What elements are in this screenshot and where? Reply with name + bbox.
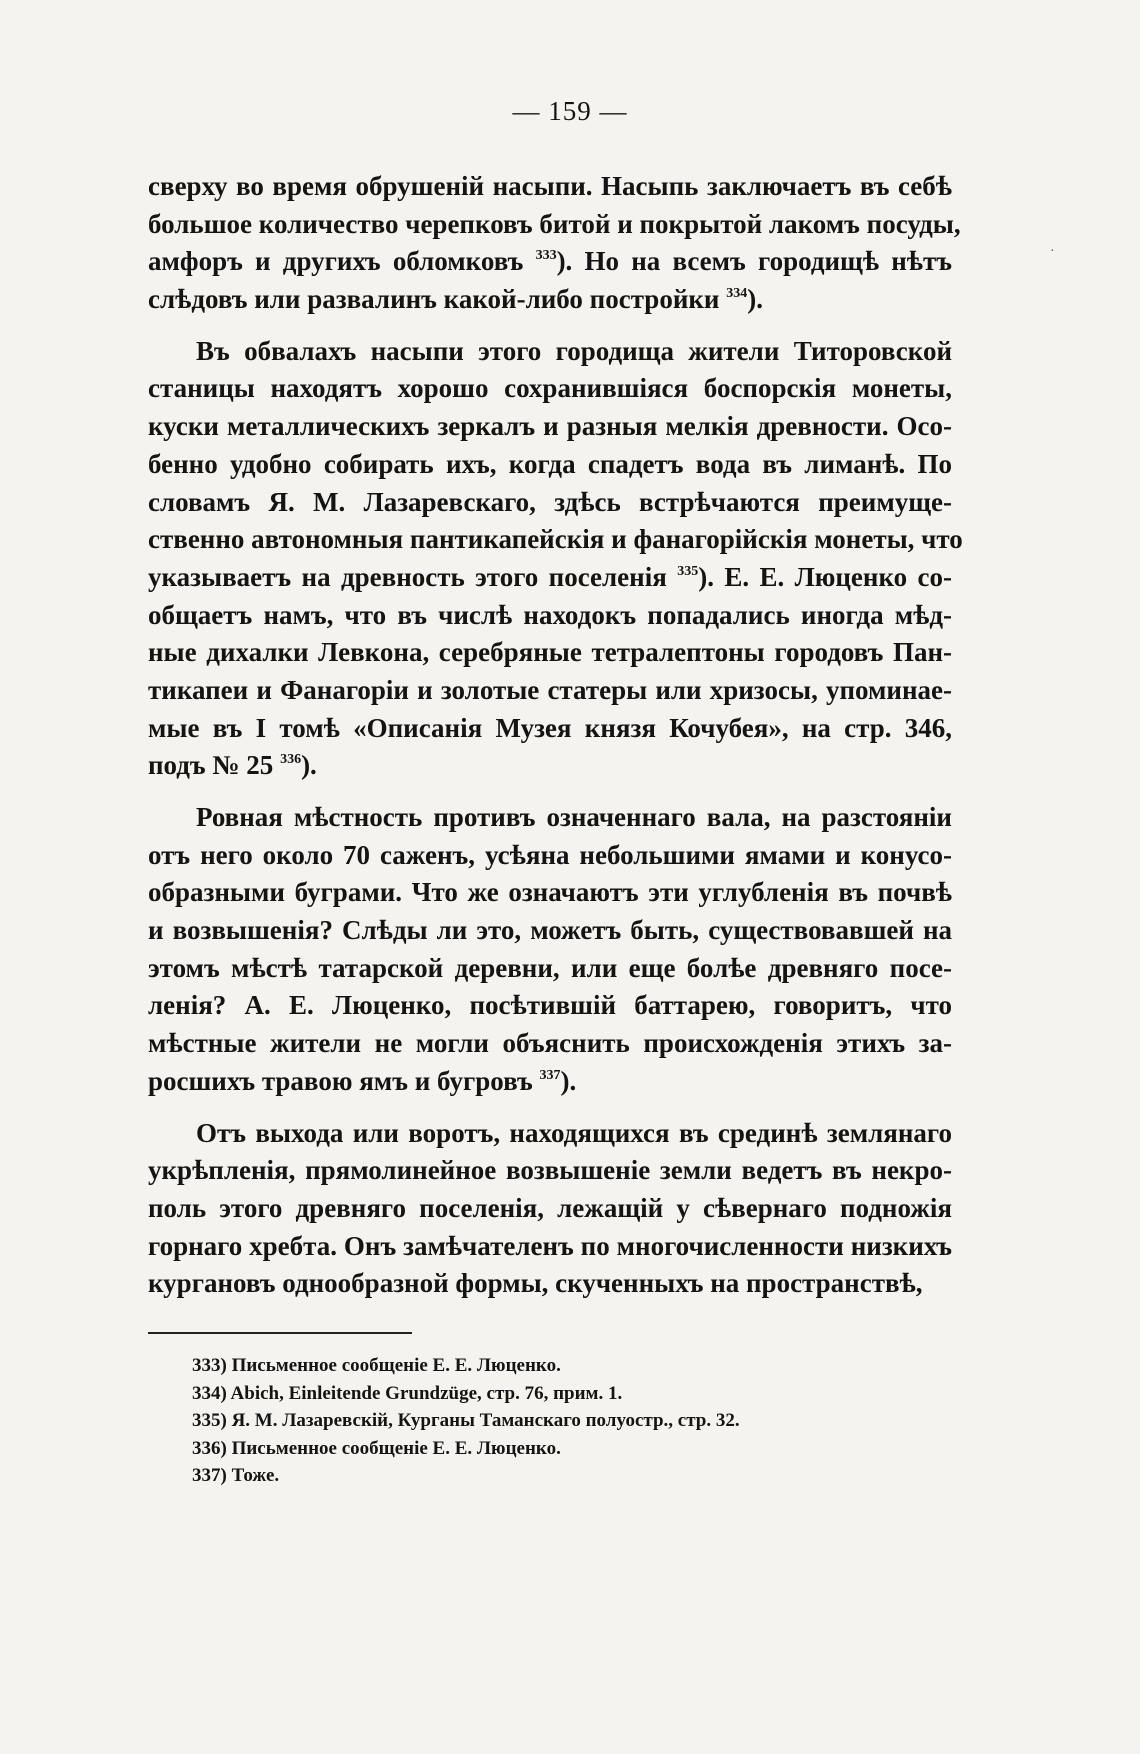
line-text: отъ него около 70 саженъ, усѣяна небольшими ямами и конусо- [148, 839, 952, 870]
text-line [148, 1025, 952, 1063]
text-line [148, 168, 952, 206]
line-text: этомъ мѣстѣ татарской деревни, или еще болѣе древняго посе- [148, 952, 952, 983]
text-line [148, 597, 952, 635]
text-line [148, 950, 952, 988]
line-text: ственно автономныя пантикапейскія и фанагорійскія монеты, что [148, 524, 963, 555]
paragraph-gap [148, 1101, 952, 1115]
footnote: 337) Тоже. [192, 1465, 280, 1486]
paragraph [148, 168, 961, 319]
text-line [148, 243, 952, 281]
line-text: подъ № 25 [148, 750, 274, 781]
line-text: Ровная мѣстность противъ означеннаго вала, на разстояніи [196, 802, 952, 832]
footnote-ref: 336 [280, 752, 302, 768]
line-text: амфоръ и другихъ обломковъ [148, 246, 524, 277]
line-text: тикапеи и Фанагоріи и золотые статеры или хризосы, упоминае- [148, 674, 952, 705]
line-text: образными буграми. Что же означаютъ эти углубленія въ почвѣ [148, 877, 952, 908]
line-tail: ). [747, 284, 763, 315]
line-tail: ). [301, 750, 317, 781]
paragraph [148, 1115, 952, 1303]
text-line [148, 333, 952, 371]
line-text: Отъ выхода или воротъ, находящихся въ срединѣ землянаго [196, 1117, 952, 1148]
footnote-ref: 333 [535, 248, 557, 264]
text-line [148, 1265, 952, 1303]
footnote-ref: 337 [539, 1067, 561, 1083]
text-line [148, 987, 952, 1025]
line-text: кургановъ однообразной формы, скученныхъ на пространствѣ, [148, 1268, 923, 1299]
line-text: и возвышенія? Слѣды ли это, можетъ быть, существовавшей на [148, 915, 952, 946]
line-text: мые въ I томѣ «Описанія Музея князя Кочубея», на стр. 346, [148, 712, 952, 743]
main-text [148, 168, 963, 1303]
line-text: Въ обвалахъ насыпи этого городища жители Титоровской [196, 335, 952, 366]
line-tail: ). Е. Е. Люценко со- [698, 561, 952, 592]
line-text: ленія? А. Е. Люценко, посѣтившій баттарею, говоритъ, что [148, 990, 952, 1021]
line-text: куски металлическихъ зеркалъ и разныя мелкія древности. Осо- [148, 411, 952, 442]
line-text: станицы находятъ хорошо сохранившіяся боспорскія монеты, [148, 373, 952, 404]
footnote: 334) Abich, Einleitende Grundzüge, стр. 76, прим. 1. [192, 1382, 623, 1404]
text-line [148, 1190, 952, 1228]
text-line [148, 1063, 952, 1101]
footnote-divider [148, 1332, 412, 1334]
paragraph [148, 333, 963, 785]
text-line [148, 206, 961, 244]
text-line [148, 710, 952, 748]
line-text: сверху во время обрушеній насыпи. Насыпь заключаетъ въ себѣ [148, 171, 952, 201]
text-line [148, 1228, 952, 1266]
line-text: большое количество черепковъ битой и покрытой лакомъ посуды, [148, 208, 961, 239]
line-text: общаетъ намъ, что въ числѣ находокъ попадались иногда мѣд- [148, 599, 952, 630]
text-line [148, 912, 952, 950]
footnote: 333) Письменное сообщеніе Е. Е. Люценко. [192, 1355, 561, 1376]
line-text: бенно удобно собирать ихъ, когда спадетъ вода въ лиманѣ. По [148, 448, 952, 479]
text-line [148, 484, 952, 522]
paragraph [148, 799, 952, 1101]
text-line [148, 408, 952, 446]
text-line [148, 634, 952, 672]
text-line [148, 799, 952, 837]
line-text: мѣстные жители не могли объяснить происхожденія этихъ за- [148, 1028, 952, 1059]
text-line [148, 874, 952, 912]
line-tail: ). Но на всемъ городищѣ нѣтъ [556, 246, 952, 277]
footnote: 336) Письменное сообщеніе Е. Е. Люценко. [192, 1437, 561, 1459]
line-text: укрѣпленія, прямолинейное возвышеніе земли ведетъ въ некро- [148, 1155, 952, 1186]
line-text: указываетъ на древность этого поселенія [148, 561, 667, 592]
line-text: слѣдовъ или развалинъ какой-либо постройки [148, 284, 720, 315]
footnotes [192, 1352, 912, 1490]
footnote-ref: 335 [677, 563, 699, 579]
line-tail: ). [560, 1065, 577, 1096]
paragraph-gap [148, 319, 952, 333]
page-number: — 159 — [512, 96, 628, 126]
line-text: поль этого древняго поселенія, лежащій у сѣвернаго подножія [148, 1192, 952, 1223]
text-line [148, 672, 952, 710]
line-text: ные дихалки Левкона, серебряные тетралептоны городовъ Пан- [148, 637, 952, 668]
line-text: горнаго хребта. Онъ замѣчателенъ по многочисленности низкихъ [148, 1230, 952, 1261]
text-line [148, 1152, 952, 1190]
footnote-ref: 334 [726, 286, 748, 302]
scan-speck: · [1050, 244, 1055, 259]
text-line [148, 559, 952, 597]
text-line [148, 1115, 952, 1153]
line-text: росшихъ травою ямъ и бугровъ [148, 1065, 533, 1096]
footnote: 335) Я. М. Лазаревскій, Курганы Таманскаго полуостр., стр. 32. [192, 1410, 740, 1431]
text-line [148, 521, 963, 559]
line-text: словамъ Я. М. Лазаревскаго, здѣсь встрѣчаются преимуще- [148, 486, 952, 517]
text-line [148, 446, 952, 484]
text-line [148, 281, 952, 319]
text-line [148, 837, 952, 875]
paragraph-gap [148, 785, 952, 799]
text-line [148, 370, 952, 408]
text-line [148, 747, 952, 785]
